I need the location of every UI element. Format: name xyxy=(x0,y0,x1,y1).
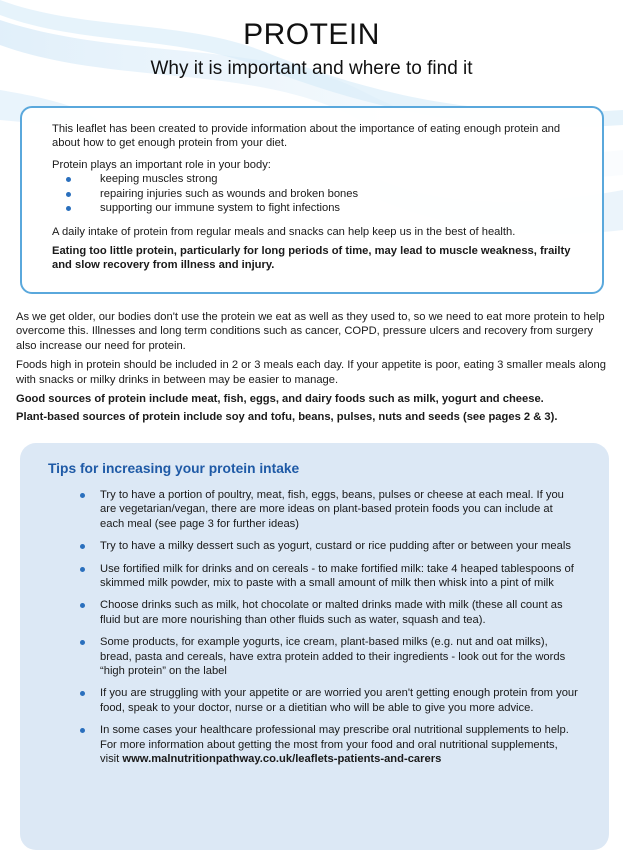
tip-item xyxy=(48,488,579,531)
page-title: PROTEIN xyxy=(243,18,380,51)
tip-item xyxy=(48,562,579,591)
intro-box xyxy=(20,106,604,294)
warning-paragraph: Eating too little protein, particularly for long periods of time, may lead to muscle weakness, frailty and slow recovery from illness and injury. xyxy=(52,244,571,272)
list-item-text: keeping muscles strong xyxy=(100,173,218,186)
bullet-icon xyxy=(66,206,71,211)
body-text xyxy=(16,310,610,429)
tip-item xyxy=(48,635,579,678)
bullet-icon xyxy=(66,177,71,182)
bullet-icon xyxy=(80,728,85,733)
tip-item xyxy=(48,723,579,766)
tip-text: If you are struggling with your appetite or are worried you aren't getting enough protein from your food, speak to your doctor, nurse or a dietitian who will be able to give you more advice. xyxy=(100,687,578,714)
tip-text: Choose drinks such as milk, hot chocolate or malted drinks made with milk (these all count as fluid but are more nourishing than other fluids such as water, squash and tea). xyxy=(100,599,563,626)
tip-text: Try to have a portion of poultry, meat, fish, eggs, beans, pulses or cheese at each meal. If you are vegetarian/vegan, there are more ideas on plant-based protein foods you can include at each meal (see page 3 for further ideas) xyxy=(100,489,564,530)
list-item xyxy=(66,172,578,186)
bullet-icon xyxy=(80,603,85,608)
tip-text: Some products, for example yogurts, ice cream, plant-based milks (e.g. nut and oat milks), bread, pasta and cereals, have extra protein added to their ingredients - look out for the words “high protein” on the label xyxy=(100,636,566,678)
bullet-icon xyxy=(80,640,85,645)
bullet-icon xyxy=(80,493,85,498)
list-item-text: supporting our immune system to fight infections xyxy=(100,202,341,215)
bullet-icon xyxy=(80,567,85,572)
list-item xyxy=(66,187,578,201)
plant-sources: Plant-based sources of protein include soy and tofu, beans, pulses, nuts and seeds (see pages 2 & 3). xyxy=(16,411,558,424)
tip-text: In some cases your healthcare professional may prescribe oral nutritional supplements to help. For more information about getting the most from your food and oral nutritional supplements, visit xyxy=(100,724,569,766)
tips-title: Tips for increasing your protein intake xyxy=(48,461,300,476)
roles-lead: Protein plays an important role in your body: xyxy=(52,158,271,171)
bullet-icon xyxy=(80,544,85,549)
page-subtitle: Why it is important and where to find it xyxy=(150,58,473,79)
body-paragraph: As we get older, our bodies don't use the protein we eat as well as they used to, so we need to eat more protein to help overcome this. Illnesses and long term conditions such as cancer, COPD, pressure ulcers and recovery from surgery also increase our need for protein. xyxy=(16,311,605,352)
tip-item xyxy=(48,686,579,715)
bullet-icon xyxy=(66,192,71,197)
roles-list xyxy=(52,172,578,215)
list-item xyxy=(66,201,578,215)
bullet-icon xyxy=(80,691,85,696)
good-sources: Good sources of protein include meat, fish, eggs, and dairy foods such as milk, yogurt and cheese. xyxy=(16,393,544,406)
list-item-text: repairing injuries such as wounds and broken bones xyxy=(100,187,359,200)
website-link[interactable]: www.malnutritionpathway.co.uk/leaflets-patients-and-carers xyxy=(122,753,442,766)
body-paragraph: Foods high in protein should be included in 2 or 3 meals each day. If your appetite is poor, eating 3 smaller meals along with snacks or milky drinks in between may be easier to manage. xyxy=(16,359,606,386)
tips-box xyxy=(20,443,609,850)
intro-paragraph: This leaflet has been created to provide information about the importance of eating enough protein and about how to get enough protein from your diet. xyxy=(52,123,561,150)
header xyxy=(0,18,623,80)
tip-item xyxy=(48,598,579,627)
daily-intake-paragraph: A daily intake of protein from regular meals and snacks can help keep us in the best of health. xyxy=(52,226,516,239)
tip-text: Use fortified milk for drinks and on cereals - to make fortified milk: take 4 heaped tablespoons of skimmed milk powder, mix to paste with a small amount of milk then whisk into a pint of milk xyxy=(100,562,574,590)
tip-item xyxy=(48,539,579,553)
tips-list xyxy=(48,488,579,767)
tip-text: Try to have a milky dessert such as yogurt, custard or rice pudding after or between your meals xyxy=(100,540,571,553)
